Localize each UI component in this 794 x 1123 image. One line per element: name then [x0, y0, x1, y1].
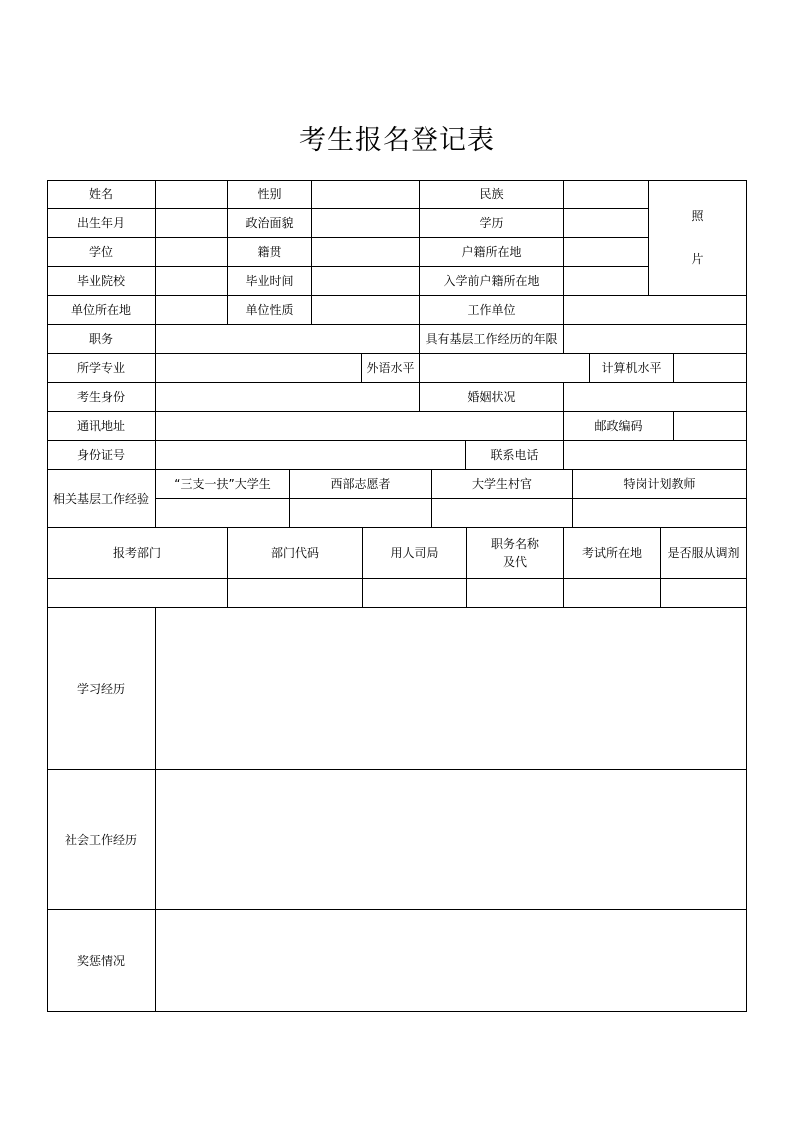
- field-postcode[interactable]: [674, 412, 747, 441]
- label-obey: 是否服从调剂: [661, 528, 747, 579]
- field-graduate-school[interactable]: [156, 267, 228, 296]
- label-foreign-lang: 外语水平: [362, 354, 420, 383]
- label-marital: 婚姻状况: [420, 383, 564, 412]
- label-dept: 报考部门: [47, 528, 228, 579]
- field-work-unit[interactable]: [564, 296, 747, 325]
- field-unit-nature[interactable]: [312, 296, 420, 325]
- field-obey[interactable]: [661, 579, 747, 608]
- registration-form: [47, 180, 747, 1012]
- field-computer[interactable]: [674, 354, 747, 383]
- label-hukou-before: 入学前户籍所在地: [420, 267, 564, 296]
- photo-label-bottom: 片: [691, 252, 704, 267]
- label-major: 所学专业: [47, 354, 156, 383]
- label-address: 通讯地址: [47, 412, 156, 441]
- label-dept-code: 部门代码: [228, 528, 363, 579]
- label-postcode: 邮政编码: [564, 412, 674, 441]
- field-marital[interactable]: [564, 383, 747, 412]
- label-education: 学历: [420, 209, 564, 238]
- form-title: 考生报名登记表: [299, 125, 495, 156]
- label-ethnicity: 民族: [420, 180, 564, 209]
- field-social[interactable]: [156, 770, 747, 910]
- field-degree[interactable]: [156, 238, 228, 267]
- field-birth[interactable]: [156, 209, 228, 238]
- field-employer[interactable]: [363, 579, 467, 608]
- photo-label-top: 照: [691, 208, 704, 223]
- field-xibu[interactable]: [290, 499, 432, 528]
- label-post-name-line2: 及代: [502, 555, 527, 569]
- label-cunguan: 大学生村官: [432, 470, 573, 499]
- field-post-name[interactable]: [467, 579, 564, 608]
- label-grassroots-exp: 相关基层工作经验: [47, 470, 156, 528]
- field-ethnicity[interactable]: [564, 180, 649, 209]
- label-social: 社会工作经历: [47, 770, 156, 910]
- label-sanzhi: “三支一扶”大学生: [156, 470, 290, 499]
- label-computer: 计算机水平: [590, 354, 674, 383]
- field-native-place[interactable]: [312, 238, 420, 267]
- label-awards: 奖惩情况: [47, 910, 156, 1012]
- photo-box[interactable]: [649, 180, 747, 296]
- field-grassroots-years[interactable]: [564, 325, 747, 354]
- field-dept-code[interactable]: [228, 579, 363, 608]
- label-work-unit: 工作单位: [420, 296, 564, 325]
- field-hukou[interactable]: [564, 238, 649, 267]
- field-dept[interactable]: [47, 579, 228, 608]
- field-foreign-lang[interactable]: [420, 354, 590, 383]
- label-gender: 性别: [228, 180, 312, 209]
- label-identity: 考生身份: [47, 383, 156, 412]
- field-name[interactable]: [156, 180, 228, 209]
- field-graduate-time[interactable]: [312, 267, 420, 296]
- label-degree: 学位: [47, 238, 156, 267]
- field-exam-location[interactable]: [564, 579, 661, 608]
- label-phone: 联系电话: [466, 441, 564, 470]
- field-major[interactable]: [156, 354, 362, 383]
- label-post-name: [467, 528, 564, 579]
- field-tegang[interactable]: [573, 499, 747, 528]
- label-study: 学习经历: [47, 608, 156, 770]
- field-position[interactable]: [156, 325, 420, 354]
- label-graduate-school: 毕业院校: [47, 267, 156, 296]
- label-exam-location: 考试所在地: [564, 528, 661, 579]
- field-id-number[interactable]: [156, 441, 466, 470]
- field-hukou-before[interactable]: [564, 267, 649, 296]
- label-birth: 出生年月: [47, 209, 156, 238]
- field-study[interactable]: [156, 608, 747, 770]
- field-sanzhi[interactable]: [156, 499, 290, 528]
- label-unit-location: 单位所在地: [47, 296, 156, 325]
- field-education[interactable]: [564, 209, 649, 238]
- label-grassroots-years: 具有基层工作经历的年限: [420, 325, 564, 354]
- field-identity[interactable]: [156, 383, 420, 412]
- field-gender[interactable]: [312, 180, 420, 209]
- label-employer: 用人司局: [363, 528, 467, 579]
- field-political[interactable]: [312, 209, 420, 238]
- label-name: 姓名: [47, 180, 156, 209]
- label-graduate-time: 毕业时间: [228, 267, 312, 296]
- field-phone[interactable]: [564, 441, 747, 470]
- field-awards[interactable]: [156, 910, 747, 1012]
- label-xibu: 西部志愿者: [290, 470, 432, 499]
- field-cunguan[interactable]: [432, 499, 573, 528]
- label-native-place: 籍贯: [228, 238, 312, 267]
- label-id-number: 身份证号: [47, 441, 156, 470]
- label-political: 政治面貌: [228, 209, 312, 238]
- label-position: 职务: [47, 325, 156, 354]
- field-address[interactable]: [156, 412, 564, 441]
- label-post-name-line1: 职务名称: [490, 537, 539, 551]
- label-tegang: 特岗计划教师: [573, 470, 747, 499]
- label-hukou: 户籍所在地: [420, 238, 564, 267]
- label-unit-nature: 单位性质: [228, 296, 312, 325]
- field-unit-location[interactable]: [156, 296, 228, 325]
